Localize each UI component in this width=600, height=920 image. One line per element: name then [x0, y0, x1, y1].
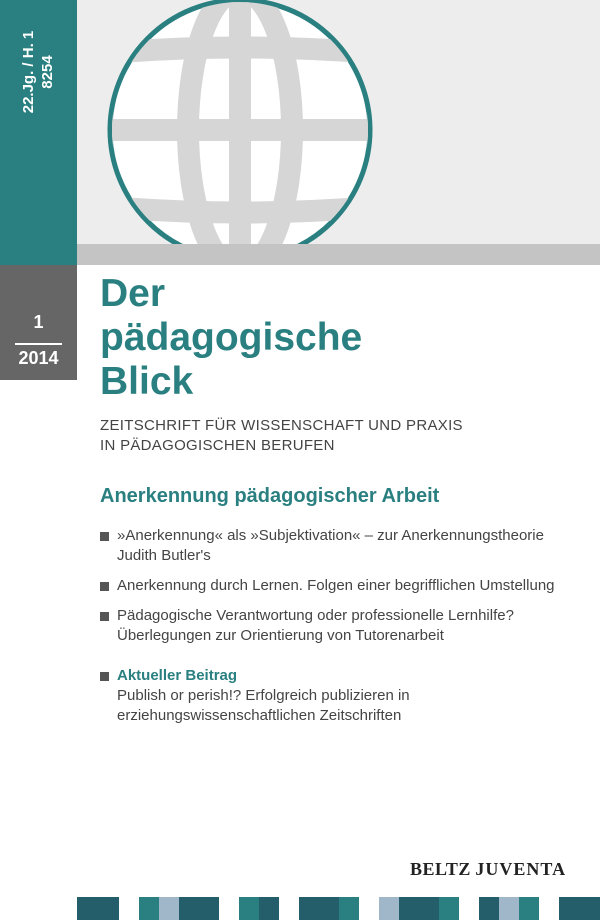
subtitle-line-1: ZEITSCHRIFT FÜR WISSENSCHAFT UND PRAXIS: [100, 417, 463, 434]
article-line: Judith Butler's: [117, 547, 211, 564]
title-line-3: Blick: [100, 360, 194, 403]
article-line: Überlegungen zur Orientierung von Tutorenarbeit: [117, 627, 444, 644]
globe-panel: [77, 0, 600, 244]
article-line: »Anerkennung« als »Subjektivation« – zur Anerkennungstheorie: [117, 527, 544, 544]
journal-title: [100, 272, 362, 404]
spine-volume: 22.Jg. / H. 1: [20, 30, 37, 114]
article-line: Pädagogische Verantwortung oder professionelle Lernhilfe?: [117, 607, 514, 624]
spine-volume-band: [0, 0, 77, 265]
article-item: [100, 606, 514, 646]
square-bullet-icon: [100, 532, 109, 541]
issue-theme: Anerkennung pädagogischer Arbeit: [100, 485, 440, 507]
current-article-heading: Aktueller Beitrag: [117, 667, 238, 684]
article-item: [100, 576, 555, 596]
square-bullet-icon: [100, 672, 109, 681]
subtitle-line-2: IN PÄDAGOGISCHEN BERUFEN: [100, 437, 335, 454]
article-item: [100, 526, 544, 566]
current-article: [100, 666, 410, 726]
spine-issue-box: [0, 265, 77, 380]
article-line: Anerkennung durch Lernen. Folgen einer begrifflichen Umstellung: [117, 577, 555, 594]
issue-number: 1: [33, 312, 44, 332]
article-line: Publish or perish!? Erfolgreich publizieren in: [117, 687, 410, 704]
article-line: erziehungswissenschaftlichen Zeitschriften: [117, 707, 402, 724]
publisher-name-2: JUVENTA: [475, 859, 567, 879]
color-strip: [77, 897, 600, 920]
globe-icon: [77, 0, 600, 244]
issue-divider: [15, 343, 62, 345]
publisher-logo: [410, 859, 566, 880]
square-bullet-icon: [100, 612, 109, 621]
publisher-name-1: BELTZ: [410, 859, 471, 879]
title-line-2: pädagogische: [100, 316, 363, 359]
globe-base-bar: [77, 244, 600, 265]
title-line-1: Der: [100, 272, 166, 315]
issue-year: 2014: [18, 348, 59, 368]
spine-volume-text: [19, 31, 57, 114]
square-bullet-icon: [100, 582, 109, 591]
journal-subtitle: [100, 416, 463, 456]
spine-code: 8254: [39, 55, 56, 89]
